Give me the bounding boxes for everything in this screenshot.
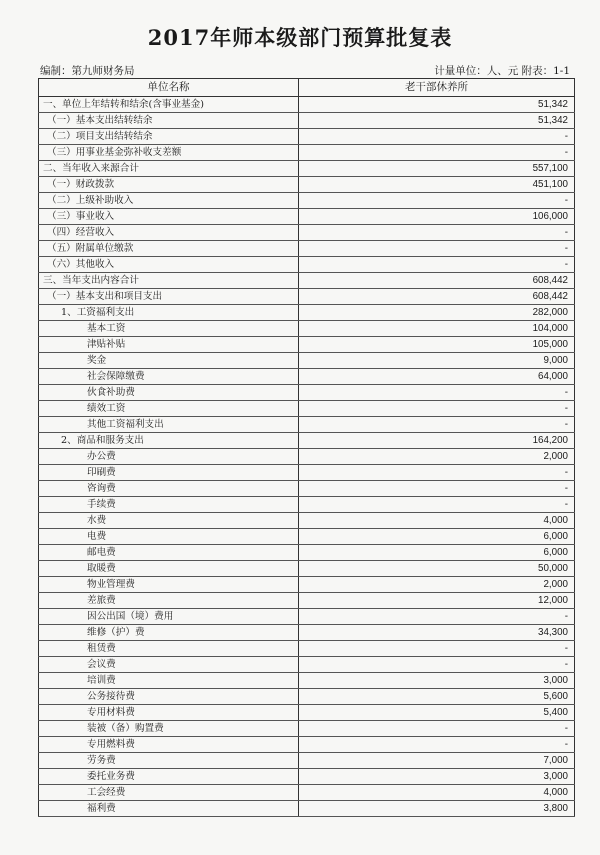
unit-note: 计量单位：人、元 附表：1-1	[434, 65, 570, 77]
row-value: 557,100	[299, 161, 575, 177]
table-row	[39, 385, 575, 401]
table-row	[39, 753, 575, 769]
row-value: -	[299, 401, 575, 417]
table-header-row	[39, 79, 575, 97]
row-label: 水费	[39, 513, 299, 529]
row-label: 委托业务费	[39, 769, 299, 785]
row-label: （一）财政拨款	[39, 177, 299, 193]
row-value: -	[299, 241, 575, 257]
table-row	[39, 529, 575, 545]
table-row	[39, 257, 575, 273]
table-row	[39, 289, 575, 305]
table-row	[39, 161, 575, 177]
row-value: 282,000	[299, 305, 575, 321]
row-label: 津贴补贴	[39, 337, 299, 353]
row-value: 104,000	[299, 321, 575, 337]
page-title: 2017年师本级部门预算批复表	[147, 25, 453, 50]
table-row	[39, 689, 575, 705]
row-value: 3,000	[299, 673, 575, 689]
table-row	[39, 273, 575, 289]
row-value: -	[299, 257, 575, 273]
row-label: 劳务费	[39, 753, 299, 769]
row-label: 二、当年收入来源合计	[39, 161, 299, 177]
row-value: 164,200	[299, 433, 575, 449]
row-value: -	[299, 417, 575, 433]
row-label: （四）经营收入	[39, 225, 299, 241]
row-value: 51,342	[299, 97, 575, 113]
table-row	[39, 369, 575, 385]
table-row	[39, 785, 575, 801]
table-row	[39, 641, 575, 657]
row-value: -	[299, 737, 575, 753]
row-label: 三、当年支出内容合计	[39, 273, 299, 289]
row-value: -	[299, 497, 575, 513]
row-value: 6,000	[299, 529, 575, 545]
table-row	[39, 225, 575, 241]
table-row	[39, 545, 575, 561]
compiler-label: 编制：第九师财务局	[40, 65, 135, 77]
row-value: -	[299, 609, 575, 625]
table-row	[39, 353, 575, 369]
row-label: 奖金	[39, 353, 299, 369]
row-label: 绩效工资	[39, 401, 299, 417]
row-value: -	[299, 465, 575, 481]
row-label: （六）其他收入	[39, 257, 299, 273]
row-label: 装被（备）购置费	[39, 721, 299, 737]
row-label: （一）基本支出和项目支出	[39, 289, 299, 305]
row-value: 34,300	[299, 625, 575, 641]
row-label: 专用燃料费	[39, 737, 299, 753]
table-row	[39, 737, 575, 753]
row-value: 4,000	[299, 513, 575, 529]
table-row	[39, 769, 575, 785]
row-label: 物业管理费	[39, 577, 299, 593]
row-value: -	[299, 481, 575, 497]
row-value: 451,100	[299, 177, 575, 193]
row-label: （一）基本支出结转结余	[39, 113, 299, 129]
table-row	[39, 705, 575, 721]
row-label: 租赁费	[39, 641, 299, 657]
table-row	[39, 513, 575, 529]
row-value: 106,000	[299, 209, 575, 225]
row-value: 9,000	[299, 353, 575, 369]
row-value: 5,400	[299, 705, 575, 721]
row-label: 手续费	[39, 497, 299, 513]
table-row	[39, 449, 575, 465]
row-value: 7,000	[299, 753, 575, 769]
row-label: 公务接待费	[39, 689, 299, 705]
row-label: 福利费	[39, 801, 299, 817]
table-row	[39, 497, 575, 513]
table-row	[39, 801, 575, 817]
table-row	[39, 113, 575, 129]
row-label: （三）事业收入	[39, 209, 299, 225]
table-row	[39, 561, 575, 577]
table-row	[39, 209, 575, 225]
row-label: 专用材料费	[39, 705, 299, 721]
row-value: 3,000	[299, 769, 575, 785]
row-label: 办公费	[39, 449, 299, 465]
row-value: -	[299, 385, 575, 401]
row-value: -	[299, 129, 575, 145]
row-label: 维修（护）费	[39, 625, 299, 641]
row-label: 印刷费	[39, 465, 299, 481]
row-value: 5,600	[299, 689, 575, 705]
table-body	[39, 97, 575, 817]
table-row	[39, 481, 575, 497]
row-value: 2,000	[299, 449, 575, 465]
row-value: 6,000	[299, 545, 575, 561]
row-label: 咨询费	[39, 481, 299, 497]
row-value: 3,800	[299, 801, 575, 817]
row-label: 1、工资福利支出	[39, 305, 299, 321]
row-value: 608,442	[299, 273, 575, 289]
row-label: （二）上级补助收入	[39, 193, 299, 209]
row-value: -	[299, 193, 575, 209]
table-row	[39, 465, 575, 481]
row-label: 取暖费	[39, 561, 299, 577]
row-value: -	[299, 721, 575, 737]
table-row	[39, 721, 575, 737]
row-label: 其他工资福利支出	[39, 417, 299, 433]
table-row	[39, 417, 575, 433]
table-row	[39, 401, 575, 417]
row-label: 因公出国（境）费用	[39, 609, 299, 625]
column-header-unit-name: 单位名称	[39, 79, 299, 97]
row-label: 会议费	[39, 657, 299, 673]
table-row	[39, 625, 575, 641]
row-value: 105,000	[299, 337, 575, 353]
row-label: 电费	[39, 529, 299, 545]
budget-table	[38, 78, 575, 817]
row-value: 608,442	[299, 289, 575, 305]
row-label: 基本工资	[39, 321, 299, 337]
row-label: 工会经费	[39, 785, 299, 801]
row-label: 社会保障缴费	[39, 369, 299, 385]
row-value: 51,342	[299, 113, 575, 129]
row-value: -	[299, 657, 575, 673]
column-header-value: 老干部休养所	[299, 79, 575, 97]
row-value: 50,000	[299, 561, 575, 577]
table-row	[39, 673, 575, 689]
table-row	[39, 593, 575, 609]
row-label: （二）项目支出结转结余	[39, 129, 299, 145]
table-row	[39, 657, 575, 673]
row-label: 2、商品和服务支出	[39, 433, 299, 449]
row-label: （五）附属单位缴款	[39, 241, 299, 257]
row-value: 2,000	[299, 577, 575, 593]
table-row	[39, 337, 575, 353]
row-label: 伙食补助费	[39, 385, 299, 401]
row-label: 邮电费	[39, 545, 299, 561]
row-value: -	[299, 225, 575, 241]
table-row	[39, 433, 575, 449]
meta-row	[0, 63, 600, 77]
row-label: 培训费	[39, 673, 299, 689]
table-row	[39, 145, 575, 161]
table-row	[39, 577, 575, 593]
table-row	[39, 305, 575, 321]
row-value: 12,000	[299, 593, 575, 609]
table-row	[39, 97, 575, 113]
row-value: 64,000	[299, 369, 575, 385]
row-label: （三）用事业基金弥补收支差额	[39, 145, 299, 161]
row-value: -	[299, 145, 575, 161]
row-label: 差旅费	[39, 593, 299, 609]
table-row	[39, 129, 575, 145]
row-value: 4,000	[299, 785, 575, 801]
row-value: -	[299, 641, 575, 657]
table-row	[39, 193, 575, 209]
table-row	[39, 609, 575, 625]
table-row	[39, 321, 575, 337]
table-row	[39, 177, 575, 193]
table-row	[39, 241, 575, 257]
row-label: 一、单位上年结转和结余(含事业基金)	[39, 97, 299, 113]
